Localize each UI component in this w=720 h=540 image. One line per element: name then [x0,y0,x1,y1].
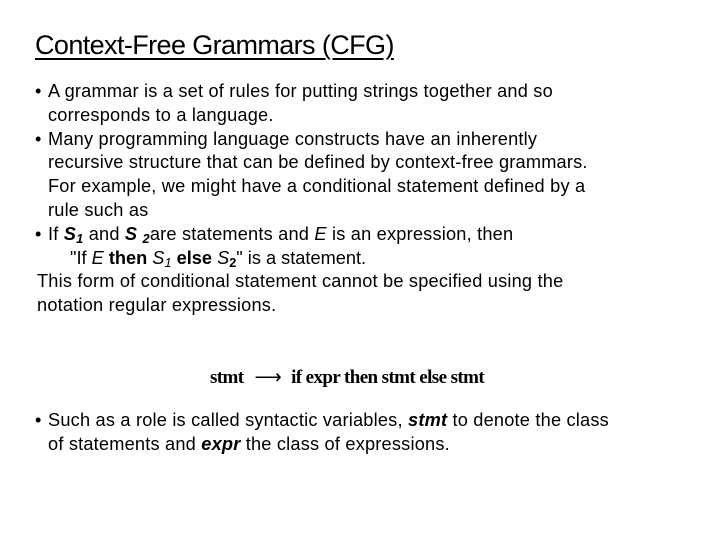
e-symbol: E [314,223,327,244]
bullet-text: Many programming language constructs have an inherently [48,128,538,149]
bullet-recursive-structure [35,128,705,223]
note-paragraph [35,270,705,318]
else-keyword: else [176,247,212,268]
if-then-else-statement [35,247,705,271]
expr-term: expr [201,433,241,454]
e-symbol: E [91,247,104,268]
s1-subscript: 1 [76,230,84,246]
s2-symbol: S [217,247,230,268]
stmt-term: stmt [408,410,448,430]
s1-subscript: 1 [164,254,172,270]
bullet-text: is an expression, then [331,223,514,244]
note-text: This form of conditional statement cannot be specified using the [37,271,564,292]
bullet-text: rule such as [48,199,149,220]
slide-body [35,80,705,318]
page-title: Context-Free Grammars (CFG) [35,30,394,60]
then-keyword: then [108,247,148,268]
bullet-text: to denote the class [452,410,609,430]
bullet-text: Such as a role is called syntactic variables, [48,410,403,430]
bullet-syntactic-variables [35,409,705,457]
bullet-text: corresponds to a language. [48,104,274,125]
bullet-text: the class of expressions. [245,433,450,454]
s2-symbol: S [124,223,138,244]
quote-close: " is a statement. [236,247,367,268]
bullet-text: recursive structure that can be defined by context-free grammars. [48,152,588,173]
s2-subscript: 2 [229,254,237,270]
grammar-production [210,366,484,389]
and-word: and [88,223,120,244]
bullet-grammar-definition [35,80,705,128]
quote-open: "If [70,247,87,268]
bullet-text: For example, we might have a conditional statement defined by a [48,176,586,197]
production-rhs: if expr then stmt else stmt [291,367,485,388]
s1-symbol: S [63,223,77,244]
s2-subscript: 2 [142,230,150,246]
right-arrow-icon: ⟶ [254,367,282,388]
production-lhs: stmt [210,367,244,388]
s1-symbol: S [152,247,165,268]
note-text: notation regular expressions. [37,295,277,316]
if-word: If [48,223,59,244]
bullet-text: are statements and [149,223,310,244]
bullet-text: of statements and [48,433,196,454]
bullet-if-statement [35,223,705,247]
bullet-text: A grammar is a set of rules for putting strings together and so [48,81,553,101]
